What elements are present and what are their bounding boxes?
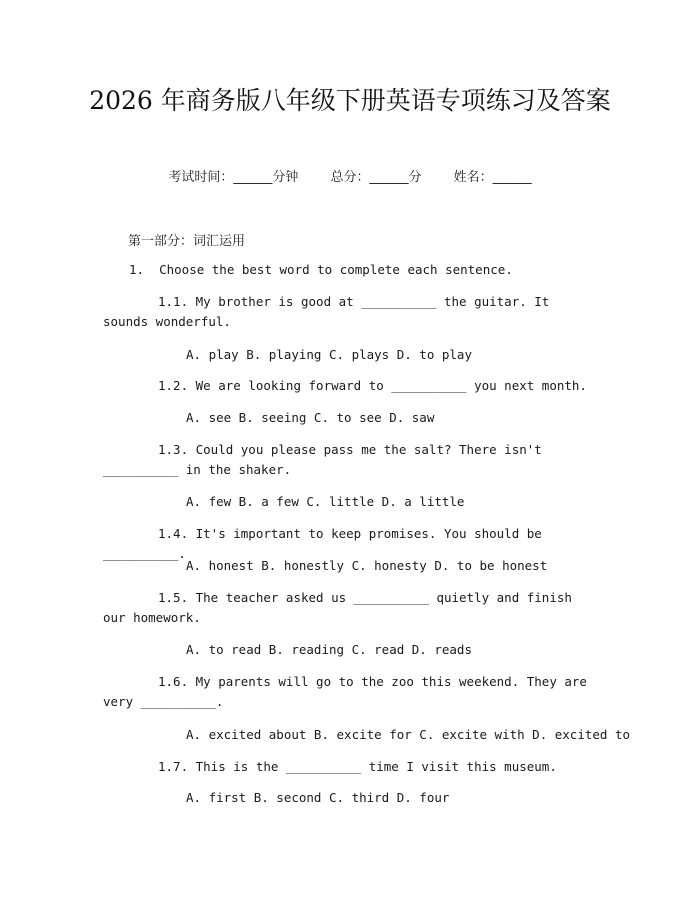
- question-1-2: 1.2. We are looking forward to __________ you next month.: [158, 378, 587, 393]
- options-1-7: A. first B. second C. third D. four: [186, 790, 450, 805]
- total-score-field: 总分：______分: [330, 170, 422, 185]
- options-1-2: A. see B. seeing C. to see D. saw: [186, 410, 435, 425]
- options-1-5: A. to read B. reading C. read D. reads: [186, 642, 472, 657]
- question-1-1: 1.1. My brother is good at __________ the guitar. It sounds wonderful.: [103, 294, 550, 329]
- exam-info-row: [0, 168, 700, 188]
- question-1-5: 1.5. The teacher asked us __________ quietly and finish our homework.: [103, 590, 572, 625]
- question-1-3: 1.3. Could you please pass me the salt? There isn't __________ in the shaker.: [103, 442, 542, 477]
- options-1-6: A. excited about B. excite for C. excite with D. excited to: [186, 727, 631, 742]
- section-title: 第一部分：词汇运用: [128, 234, 246, 249]
- student-name-field: 姓名：______: [453, 170, 532, 185]
- page-title: 2026 年商务版八年级下册英语专项练习及答案: [89, 86, 611, 115]
- options-1-3: A. few B. a few C. little D. a little: [186, 494, 465, 509]
- options-1-1: A. play B. playing C. plays D. to play: [186, 347, 472, 362]
- exam-time-field: 考试时间：______分钟: [168, 170, 299, 185]
- question-1-6: 1.6. My parents will go to the zoo this weekend. They are very __________.: [103, 674, 587, 709]
- question-1-4: 1.4. It's important to keep promises. You should be __________.: [103, 526, 542, 561]
- instruction: 1. Choose the best word to complete each sentence.: [129, 262, 513, 277]
- options-1-4: A. honest B. honestly C. honesty D. to be honest: [186, 558, 548, 573]
- question-1-7: 1.7. This is the __________ time I visit this museum.: [158, 759, 557, 774]
